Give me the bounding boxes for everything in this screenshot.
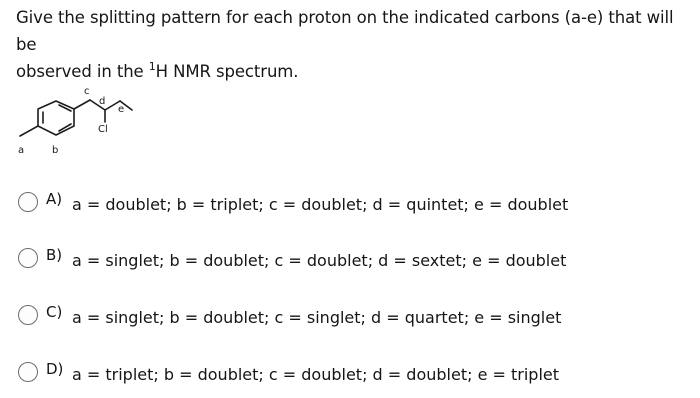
option-text: a = doublet; b = triplet; c = doublet; d = quintet; e = doublet xyxy=(72,194,569,214)
option-letter: C) xyxy=(46,303,63,321)
bond-ring-to-a xyxy=(20,126,38,136)
question-line-2-start: observed in the xyxy=(16,62,149,81)
chlorine-label: Cl xyxy=(98,124,108,135)
carbon-label-e: e xyxy=(118,104,125,115)
question-line-1: Give the splitting pattern for each proton on the indicated carbons (a-e) that will be xyxy=(16,8,674,54)
option-letter: D) xyxy=(46,360,64,378)
molecule-structure xyxy=(0,0,160,160)
option-text: a = triplet; b = doublet; c = doublet; d = doublet; e = triplet xyxy=(72,364,559,384)
answer-option-c[interactable] xyxy=(18,300,658,330)
bond-ring-to-c xyxy=(74,100,90,109)
carbon-label-c: c xyxy=(84,86,90,97)
carbon-label-b: b xyxy=(52,145,59,156)
question-line-2-end: H NMR spectrum. xyxy=(155,62,299,81)
option-text: a = singlet; b = doublet; c = singlet; d = quartet; e = singlet xyxy=(72,307,562,327)
answer-option-d[interactable] xyxy=(18,357,658,387)
option-text: a = singlet; b = doublet; c = doublet; d = sextet; e = doublet xyxy=(72,250,567,270)
option-letter: A) xyxy=(46,190,63,208)
carbon-label-a: a xyxy=(18,145,25,156)
ring-double-bond-2 xyxy=(59,105,71,111)
answer-option-a[interactable] xyxy=(18,187,658,217)
radio-button[interactable] xyxy=(18,248,38,268)
radio-button[interactable] xyxy=(18,192,38,212)
answer-option-b[interactable] xyxy=(18,243,658,273)
option-letter: B) xyxy=(46,246,63,264)
carbon-label-d: d xyxy=(99,96,106,107)
isotope-superscript: 1 xyxy=(148,60,156,73)
radio-button[interactable] xyxy=(18,362,38,382)
radio-button[interactable] xyxy=(18,305,38,325)
